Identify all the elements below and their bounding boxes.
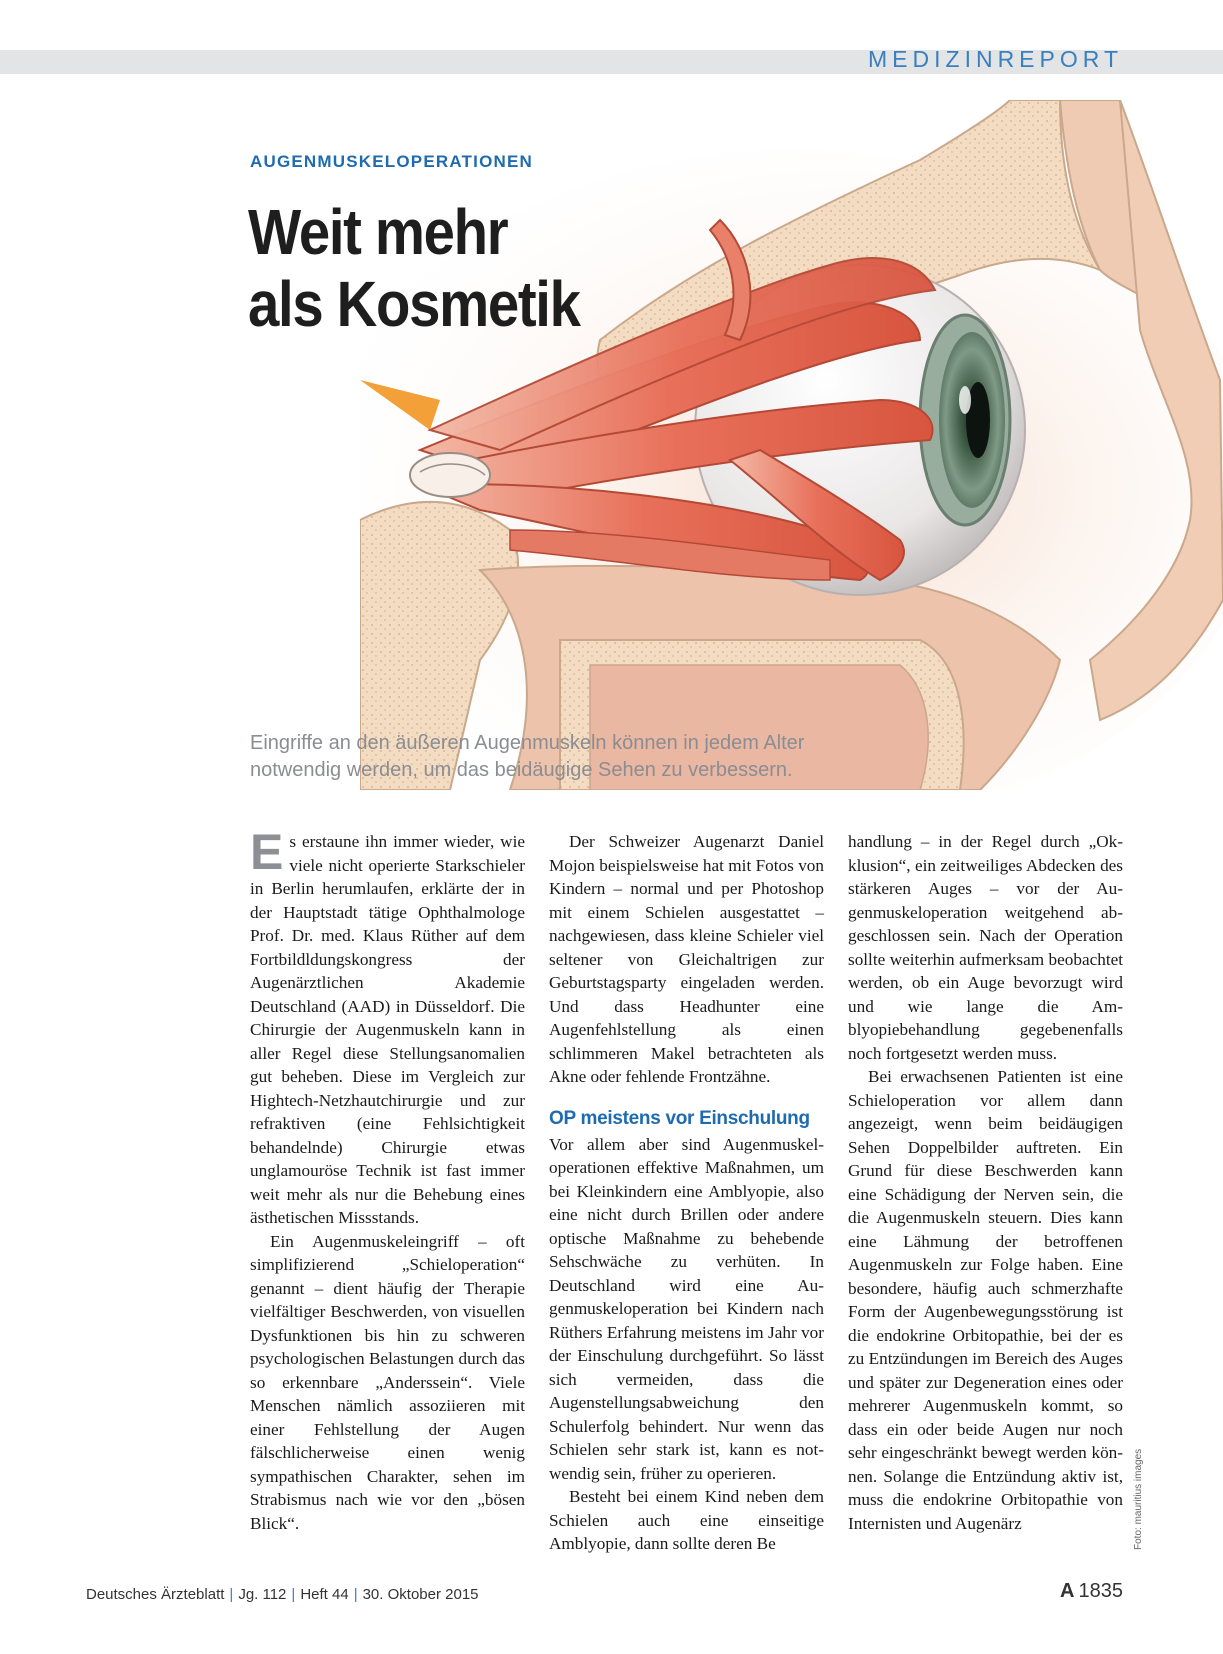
- paragraph: [250, 824, 525, 1230]
- headline-line-2: als Kosmetik: [248, 268, 580, 340]
- headline-line-1: Weit mehr: [248, 196, 508, 268]
- caption-line-1: Eingriffe an den äußeren Augenmuskeln können in jedem Alter: [250, 732, 805, 754]
- paragraph: Vor allem aber sind Augenmuskeloperationen effektive Maßnahmen, um bei Kleinkindern eine Amblyopie, also eine nicht durch Brillen oder andere optische Maßnahme zu behebende Sehschwäche zu verhüten. In Deutschland wird eine Augenmuskeloperation bei Kindern nach Rüthers Erfahrung meistens im Jahr vor der Einschulung durchgeführt. So lässt sich vermeiden, dass die Augenstellungsabweichung den Schulerfolg behindert. Nur wenn das Schielen sehr stark ist, kann es notwendig sein, früher zu operieren.: [549, 1134, 824, 1483]
- separator: |: [229, 1586, 234, 1603]
- page-number-value: 1835: [1078, 1580, 1123, 1602]
- paragraph: handlung – in der Regel durch „Okklusion“, ein zeitweiliges Abdecken des stärkeren Auges – vor der Augenmuskeloperation weitgehend abgeschlossen sein. Nach der Operation sollte weiterhin aufmerksam beobachtet werden, ob ein Auge bevorzugt wird und wie lange die Amblyopiebehandlung gegebenenfalls noch fortgesetzt werden muss.: [848, 832, 1123, 1063]
- paragraph: Besteht bei einem Kind neben dem Schielen auch eine einseitige Amblyopie, dann sollte deren Be: [549, 1487, 824, 1553]
- section-subhead: OP meistens vor Einschulung: [549, 1107, 810, 1129]
- paragraph-text: s erstaune ihn immer wieder, wie viele nicht operierte Starkschieler in Berlin herumlaufen, erklärte der in der Hauptstadt tätige Ophthalmologe Prof. Dr. med. Klaus Rüther auf dem Fortbildldungskongress der Augenärztlichen Akademie Deutschland (AAD) in Düsseldorf. Die Chirurgie der Augenmuskeln kann in aller Regel diese Stellungsanomalien gut beheben. Diese im Vergleich zur Hightech-Netzhautchirurgie und zur refraktiven (eine Fehlsichtigkeit behandelnde) Chirurgie etwas unglamouröse Technik ist fast immer weit mehr als nur die Behebung eines ästhetischen Missstands.: [250, 832, 525, 1227]
- paragraph: Der Schweizer Augenarzt Daniel Mojon beispielsweise hat mit Fotos von Kindern – normal und per Photoshop mit einem Schielen ausgestattet – nachgewiesen, dass kleine Schieler viel seltener von Gleichaltrigen zur Geburtstagsparty eingeladen werden. Und dass Headhunter eine Augenfehlstellung als einen schlimmeren Makel betrachteten als Akne oder fehlende Frontzähne.: [549, 832, 824, 1086]
- text-column-3: [848, 830, 1123, 1535]
- text-column-2: [549, 830, 824, 1556]
- text-column-1: [250, 824, 525, 1535]
- paragraph: Ein Augenmuskeleingriff – oft simplifizierend „Schieloperation“ genannt – dient häufig der Therapie vielfältiger Beschwerden, von visuellen Dysfunktionen bis hin zu schweren psychologischen Belastungen durch das so erkennbare „Anderssein“. Viele Menschen nämlich assoziieren mit einer Fehlstellung der Augen fälschlicherweise einen wenig sympathischen Charakter, sehen im Strabismus nach wie vor den „bösen Blick“.: [250, 1231, 525, 1533]
- page-footer: [86, 1586, 479, 1603]
- section-label: MEDIZINREPORT: [868, 46, 1123, 72]
- image-caption: [250, 730, 940, 784]
- journal-name: Deutsches Ärzteblatt: [86, 1586, 225, 1603]
- photo-credit: Foto: mauritius images: [1133, 1448, 1144, 1550]
- page-number: [1060, 1580, 1123, 1603]
- issue: Heft 44: [300, 1586, 349, 1603]
- separator: |: [353, 1586, 358, 1603]
- caption-line-2: notwendig werden, um das beidäugige Sehen zu verbessern.: [250, 759, 793, 781]
- drop-cap: E: [250, 824, 284, 880]
- volume: Jg. 112: [238, 1586, 287, 1603]
- issue-date: 30. Oktober 2015: [362, 1586, 479, 1603]
- article-kicker: AUGENMUSKELOPERATIONEN: [250, 152, 533, 171]
- page-prefix: A: [1060, 1580, 1075, 1602]
- paragraph: Bei erwachsenen Patienten ist eine Schieloperation vor allem dann angezeigt, wenn beim beidäugigen Sehen Doppelbilder auftreten. Ein Grund für diese Beschwerden kann eine Schädigung der Nerven sein, die die Augenmuskeln steuern. Dies kann eine Lähmung der betroffenen Augenmuskeln zur Folge haben. Eine besondere, häufig auch schmerzhafte Form der Augenbewegungsstörung ist die endokrine Orbitopathie, bei der es zu Entzündungen im Bereich des Auges und später zur Degeneration eines oder mehrerer Augenmuskeln kommt, so dass ein oder beide Augen nur noch sehr eingeschränkt bewegt werden können. Solange die Entzündung aktiv ist, muss die endokrine Orbitopathie von Internisten und Augenärz: [848, 1067, 1123, 1533]
- article-headline: [248, 196, 618, 340]
- separator: |: [291, 1586, 296, 1603]
